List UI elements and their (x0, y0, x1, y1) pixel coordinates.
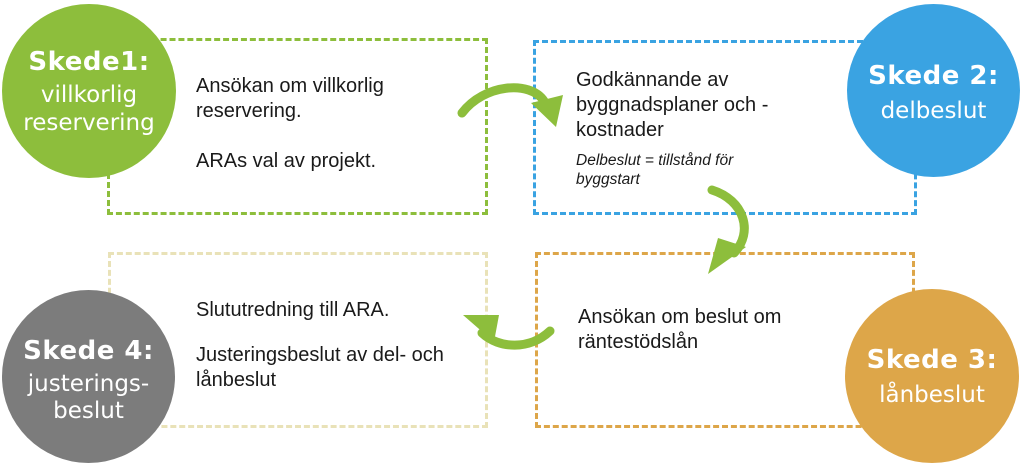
stage1-subtitle-line: villkorlig (40, 82, 138, 108)
stage3-title: Skede 3: (866, 345, 998, 375)
stage2-subtitle-line: delbeslut (880, 98, 987, 124)
stage4-subtitle-line: beslut (53, 398, 124, 424)
stage4-circle (2, 290, 175, 463)
stage1-circle (2, 4, 176, 178)
stage2-circle (847, 4, 1020, 177)
stage2-text-line: Godkännande av byggnadsplaner och -kostnader (576, 69, 769, 141)
stage1-title: Skede1: (28, 47, 150, 77)
stage3-circle (845, 289, 1019, 463)
stage4-title: Skede 4: (23, 336, 154, 366)
stage2-title: Skede 2: (868, 61, 999, 91)
stage1-text-line: ARAs val av projekt. (196, 150, 377, 172)
stage3-text-line: Ansökan om beslut om räntestödslån (578, 306, 782, 353)
stage3-subtitle-line: lånbeslut (879, 382, 985, 408)
stage4-text-line: Slututredning till ARA. (196, 299, 390, 321)
stage4-subtitle-line: justerings- (27, 371, 150, 397)
stage1-subtitle-line: reservering (23, 110, 155, 136)
stage2-note: Delbeslut = tillstånd för byggstart (576, 152, 734, 188)
arrow-stage1-to-stage2 (462, 88, 544, 113)
stage1-text-line: Ansökan om villkorlig reservering. (196, 75, 384, 122)
stage4-text-line: Justeringsbeslut av del- och lånbeslut (196, 344, 444, 391)
arrow-stage1-to-stage2-head (531, 95, 563, 127)
